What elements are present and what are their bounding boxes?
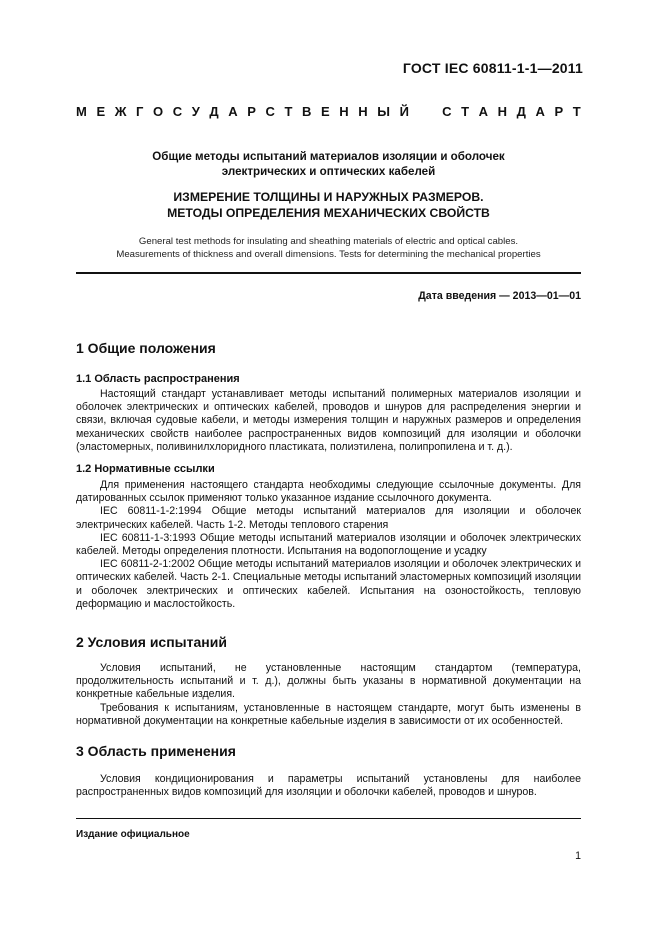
- main-title: [76, 189, 581, 221]
- subtitle-line: электрических и оптических кабелей: [221, 165, 436, 178]
- section-1-heading: 1 Общие положения: [76, 340, 216, 356]
- banner-letter: Т: [284, 104, 293, 119]
- banner-letter: Т: [461, 104, 470, 119]
- english-title: [76, 235, 581, 261]
- banner-letter: Й: [399, 104, 409, 119]
- paragraph: Требования к испытаниям, установленные в настоящем стандарте, могут быть изменены в нормативной документации на конкретные кабельные изделия в зависимости от их особенностей.: [76, 701, 581, 727]
- paragraph: Настоящий стандарт устанавливает методы испытаний полимерных материалов изоляции и оболочек электрических и оптических кабелей, проводов и шнуров для распределения энергии и связи, включая судовые кабели, и методы измерения толщин и наружных размеров и определения механических свойств наиболее распространенных видов композиций для изоляции и оболочки (эластомерных, поливинилхлоридного пластиката, полиэтилена, полипропилена и т. д.).: [76, 388, 581, 453]
- banner-letter: Д: [516, 104, 526, 119]
- paragraph: Условия кондиционирования и параметры испытаний установлены для наиболее распространенных видов композиций для изоляции и оболочки кабелей, проводов и шнуров.: [76, 773, 581, 799]
- introduction-date: Дата введения — 2013—01—01: [418, 290, 581, 302]
- subtitle-russian: [76, 149, 581, 179]
- banner-letter: В: [302, 104, 312, 119]
- banner-letter: Ы: [377, 104, 390, 119]
- banner-letter: С: [442, 104, 452, 119]
- banner-letter: Т: [572, 104, 581, 119]
- banner-letter: Р: [554, 104, 564, 119]
- main-title-line: ИЗМЕРЕНИЕ ТОЛЩИНЫ И НАРУЖНЫХ РАЗМЕРОВ.: [173, 190, 484, 204]
- banner-letter: Ж: [114, 104, 127, 119]
- section-1-1-body: [76, 388, 581, 454]
- english-title-line: General test methods for insulating and sheathing materials of electric and optical cables.: [138, 236, 519, 247]
- section-1-2-body: [76, 479, 581, 611]
- banner-letter: Е: [321, 104, 330, 119]
- interstate-standard-banner: [76, 104, 581, 119]
- header-divider: [76, 272, 581, 274]
- footer-divider: [76, 818, 581, 819]
- page-number: 1: [575, 850, 581, 862]
- banner-letter: А: [228, 104, 238, 119]
- banner-letter: Н: [339, 104, 349, 119]
- banner-letter: Р: [247, 104, 256, 119]
- reference-item: IEC 60811-1-2:1994 Общие методы испытаний материалов для изоляции и оболочек электрических кабелей. Часть 1-2. Методы теплового старения: [76, 505, 581, 531]
- document-code: ГОСТ IEC 60811-1-1—2011: [402, 60, 583, 76]
- banner-gap: [419, 104, 433, 119]
- subtitle-line: Общие методы испытаний материалов изоляции и оболочек: [152, 150, 505, 163]
- banner-letter: С: [172, 104, 183, 119]
- section-1-2-heading: 1.2 Нормативные ссылки: [76, 463, 215, 475]
- english-title-line: Measurements of thickness and overall dimensions. Tests for determining the mechanical properties: [116, 249, 541, 260]
- reference-item: IEC 60811-1-3:1993 Общие методы испытаний материалов изоляции и оболочек электрических кабелей. Методы определения плотности. Испытания на водопоглощение и усадку: [76, 531, 581, 558]
- banner-letter: С: [265, 104, 275, 119]
- banner-letter: Е: [96, 104, 106, 119]
- section-3-body: [76, 773, 581, 799]
- section-1-1-heading: 1.1 Область распространения: [76, 373, 240, 385]
- banner-letter: А: [535, 104, 545, 119]
- official-edition-label: Издание официальное: [76, 829, 190, 840]
- paragraph: Для применения настоящего стандарта необходимы следующие ссылочные документы. Для датированных ссылок применяют только указанное издание ссылочного документа.: [76, 479, 581, 505]
- banner-letter: А: [478, 104, 489, 119]
- reference-item: IEC 60811-2-1:2002 Общие методы испытаний материалов изоляции и оболочек электрических и оптических кабелей. Часть 2-1. Специальные методы испытаний эластомерных композиций изоляции и оболочек электрических и оптических кабелей. Испытания на озоностойкость, тепловую деформацию и маслостойкость.: [76, 558, 581, 610]
- section-2-heading: 2 Условия испытаний: [76, 634, 227, 650]
- paragraph: Условия испытаний, не установленные настоящим стандартом (температура, продолжительность испытаний и т. д.), должны быть указаны в нормативной документации на конкретные кабельные изделия.: [76, 662, 581, 701]
- main-title-line: МЕТОДЫ ОПРЕДЕЛЕНИЯ МЕХАНИЧЕСКИХ СВОЙСТВ: [167, 206, 490, 220]
- banner-letter: Н: [497, 104, 508, 119]
- section-3-heading: 3 Область применения: [76, 743, 236, 759]
- banner-letter: Г: [136, 104, 144, 119]
- banner-letter: Д: [209, 104, 219, 119]
- banner-letter: О: [153, 104, 164, 119]
- banner-letter: Н: [358, 104, 368, 119]
- banner-letter: М: [76, 104, 87, 119]
- banner-letter: У: [191, 104, 200, 119]
- section-2-body: [76, 662, 581, 728]
